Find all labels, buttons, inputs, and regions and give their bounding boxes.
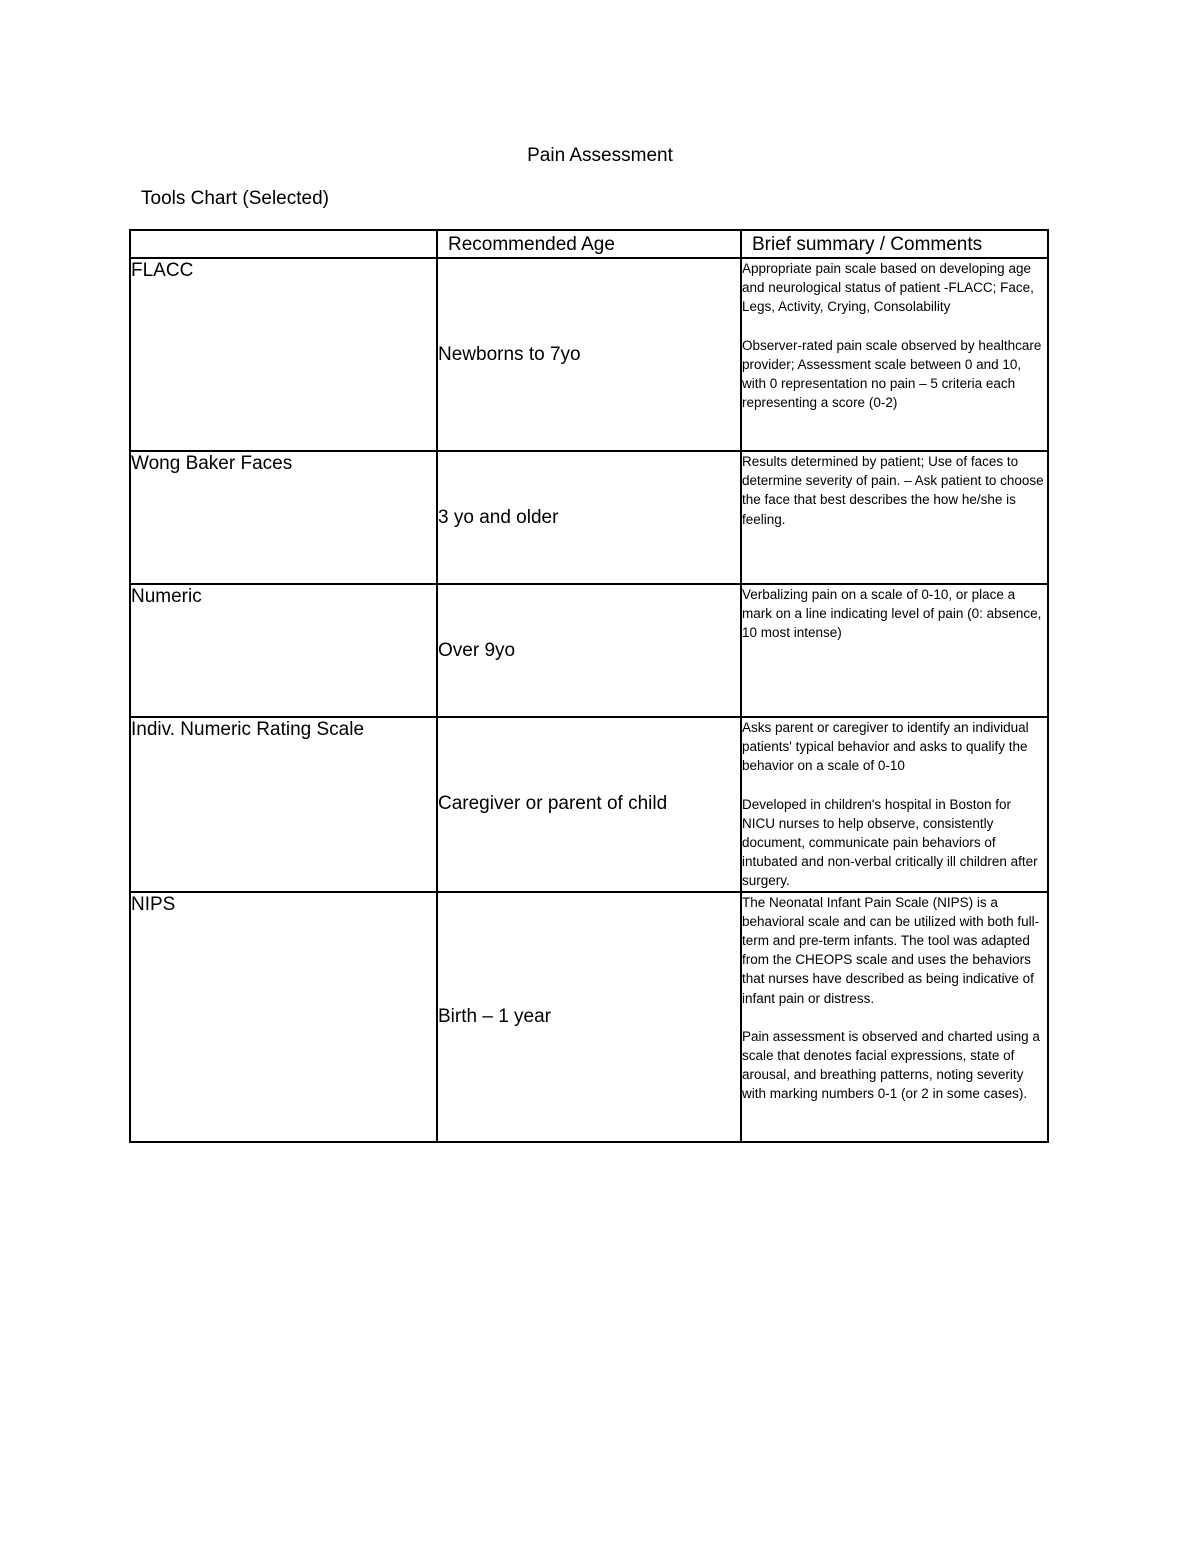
recommended-age: Newborns to 7yo (437, 258, 741, 451)
summary-cell (741, 451, 1048, 584)
summary-paragraph: Asks parent or caregiver to identify an individual patients' typical behavior and asks to qualify the behavior on a scale of 0-10 (742, 720, 1029, 774)
recommended-age: 3 yo and older (437, 451, 741, 584)
table-row-nips (130, 892, 1048, 1142)
summary-paragraph: Observer-rated pain scale observed by healthcare provider; Assessment scale between 0 and 10, with 0 representation no pain – 5 criteria each representing a score (0-2) (742, 337, 1042, 411)
header-tool-name (130, 230, 437, 258)
summary-paragraph: Verbalizing pain on a scale of 0-10, or place a mark on a line indicating level of pain (0: absence, 10 most intense) (742, 587, 1042, 641)
recommended-age: Over 9yo (437, 584, 741, 717)
tool-name: Indiv. Numeric Rating Scale (130, 717, 437, 892)
table-row-flacc (130, 258, 1048, 451)
page-subtitle: Tools Chart (Selected) (141, 188, 329, 209)
table-row-indiv-numeric-rating-scale (130, 717, 1048, 892)
summary-paragraph: Appropriate pain scale based on developing age and neurological status of patient -FLACC; Face, Legs, Activity, Crying, Consolability (742, 261, 1034, 315)
summary-paragraph: Developed in children's hospital in Boston for NICU nurses to help observe, consistently document, communicate pain behaviors of intubated and non-verbal critically ill children after surgery. (742, 796, 1038, 889)
tool-name: Numeric (130, 584, 437, 717)
tool-name: NIPS (130, 892, 437, 1142)
recommended-age: Birth – 1 year (437, 892, 741, 1142)
table-header-row (130, 230, 1048, 258)
recommended-age: Caregiver or parent of child (437, 717, 741, 892)
summary-cell (741, 892, 1048, 1142)
summary-paragraph: The Neonatal Infant Pain Scale (NIPS) is a behavioral scale and can be utilized with both full-term and pre-term infants. The tool was adapted from the CHEOPS scale and uses the behaviors that nurses have described as being indicative of infant pain or distress. (742, 894, 1040, 1006)
table-row-numeric (130, 584, 1048, 717)
tool-name: FLACC (130, 258, 437, 451)
tool-name: Wong Baker Faces (130, 451, 437, 584)
header-recommended-age: Recommended Age (437, 230, 741, 258)
summary-cell (741, 258, 1048, 451)
table-row-wong-baker-faces (130, 451, 1048, 584)
summary-paragraph: Results determined by patient; Use of faces to determine severity of pain. – Ask patient to choose the face that best describes the how he/she is feeling. (742, 454, 1044, 527)
summary-cell (741, 584, 1048, 717)
summary-cell (741, 717, 1048, 892)
summary-paragraph: Pain assessment is observed and charted using a scale that denotes facial expressions, state of arousal, and breathing patterns, noting severity with marking numbers 0-1 (or 2 in some cases). (742, 1028, 1040, 1102)
pain-assessment-tools-table (129, 229, 1049, 1143)
header-brief-summary: Brief summary / Comments (741, 230, 1048, 258)
page-title: Pain Assessment (527, 145, 673, 166)
